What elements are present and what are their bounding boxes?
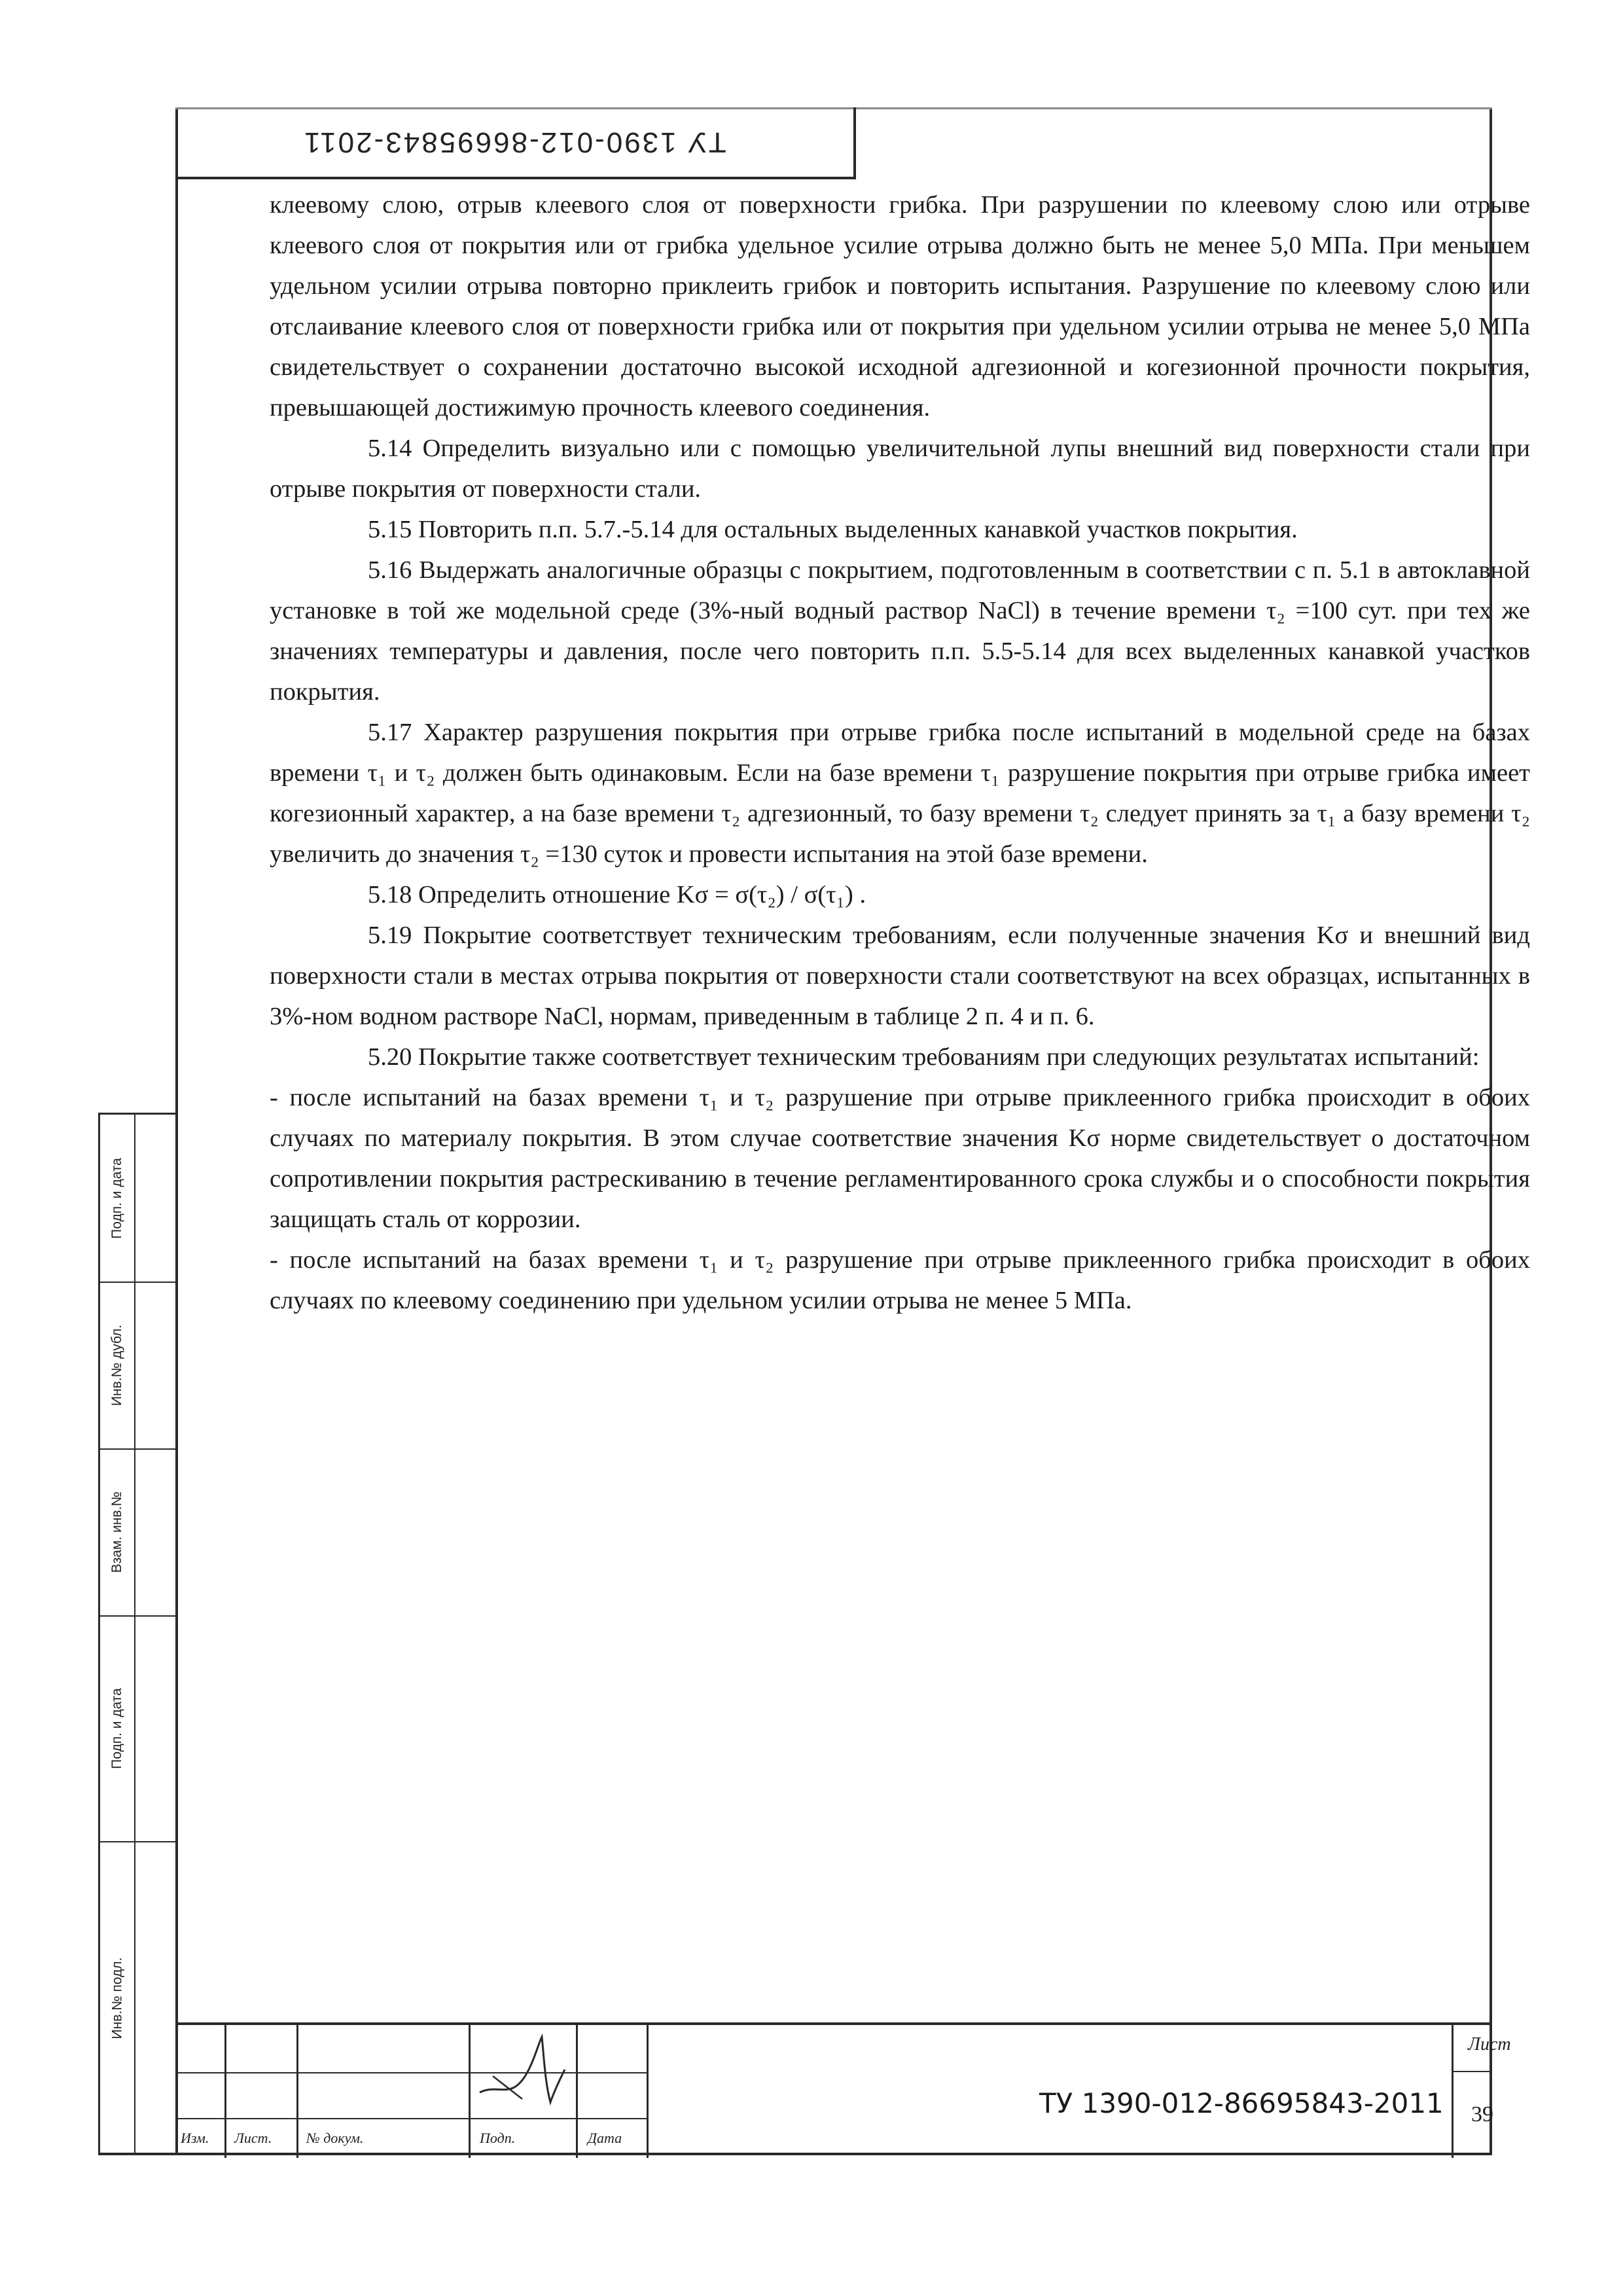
list-item-cohesive: - после испытаний на базах времени τ₁ и τ₂ разрушение при отрыве приклеенного грибка происходит в обоих случаях по материалу покрытия. В этом случае соответствие значения Kσ норме свидетельствует о достаточном сопротивлении покрытия растрескиванию в течение регламентированного срока службы и о способности покрытия защищать сталь от коррозии.	[270, 1084, 1530, 1233]
strip-label-sign-date-2: Подп. и дата	[109, 1687, 125, 1769]
tb-divider	[296, 2025, 298, 2158]
strip-label-sign-date: Подп. и дата	[109, 1157, 125, 1239]
paragraph-5-18: 5.18 Определить отношение Kσ = σ(τ₂) / σ(τ₁) .	[368, 881, 866, 908]
col-label-change: Изм.	[181, 2130, 209, 2146]
col-label-sheet: Лист.	[234, 2130, 272, 2146]
tb-divider	[1452, 2025, 1454, 2158]
paragraph-continuation: клеевому слою, отрыв клеевого слоя от поверхности грибка. При разрушении по клеевому слою или отрыве клеевого слоя от покрытия или от грибка удельное усилие отрыва должно быть не менее 5,0 МПа. При меньшем удельном усилии отрыва повторно приклеить грибок и повторить испытания. Разрушение по клеевому слою или отслаивание клеевого слоя от поверхности грибка или от покрытия при удельном усилии отрыва не менее 5,0 МПа свидетельствует о сохранении достаточно высокой исходной адгезионной и когезионной прочности покрытия, превышающей достижимую прочность клеевого соединения.	[270, 191, 1530, 422]
tb-divider	[224, 2025, 226, 2158]
strip-label-dup-inv: Инв.№ дубл.	[109, 1324, 124, 1406]
paragraph-5-17: 5.17 Характер разрушения покрытия при отрыве грибка после испытаний в модельной среде на базах времени τ₁ и τ₂ должен быть одинаковым. Если на базе времени τ₁ разрушение покрытия при отрыве грибка имеет когезионный характер, а на базе времени τ₂ адгезионный, то базу времени τ₂ следует принять за τ₁ а базу времени τ₂ увеличить до значения τ₂ =130 суток и провести испытания на этой базе времени.	[270, 719, 1530, 868]
paragraph-5-20: 5.20 Покрытие также соответствует техническим требованиям при следующих результатах испытаний:	[368, 1043, 1480, 1071]
list-item-adhesive: - после испытаний на базах времени τ₁ и τ₂ разрушение при отрыве приклеенного грибка происходит в обоих случаях по клеевому соединению при удельном усилии отрыва не менее 5 МПа.	[270, 1246, 1530, 1314]
side-stamp-strip	[98, 1113, 175, 2155]
col-label-doc-number: № докум.	[306, 2130, 364, 2146]
sheet-number: 39	[1471, 2102, 1493, 2126]
top-header-box	[175, 107, 856, 179]
tb-divider	[469, 2025, 471, 2158]
tb-divider	[647, 2025, 649, 2158]
paragraph-5-19: 5.19 Покрытие соответствует техническим требованиям, если полученные значения Kσ и внешний вид поверхности стали в местах отрыва покрытия от поверхности стали соответствуют на всех образцах, испытанных в 3%-ном водном растворе NaCl, нормам, приведенным в таблице 2 п. 4 и п. 6.	[270, 922, 1530, 1030]
strip-label-orig-inv: Инв.№ подл.	[109, 1957, 125, 2039]
col-label-date: Дата	[588, 2130, 622, 2146]
strip-label-replace-inv: Взам. инв.№	[109, 1491, 124, 1573]
tb-divider	[576, 2025, 578, 2158]
paragraph-5-15: 5.15 Повторить п.п. 5.7.-5.14 для остальных выделенных канавкой участков покрытия.	[368, 516, 1298, 543]
tb-row-line	[1452, 2071, 1492, 2072]
paragraph-5-14: 5.14 Определить визуально или с помощью увеличительной лупы внешний вид поверхности стали при отрыве покрытия от поверхности стали.	[270, 435, 1530, 503]
body-text	[270, 185, 1530, 1321]
sheet-label: Лист	[1468, 2034, 1511, 2054]
tb-row-line	[175, 2072, 647, 2073]
document-code: ТУ 1390-012-86695843-2011	[1039, 2087, 1444, 2119]
col-label-signature: Подп.	[480, 2130, 516, 2146]
signature-image	[473, 2030, 571, 2122]
mirrored-doc-code: ТУ 1390-012-86695843-2011	[302, 126, 726, 158]
paragraph-5-16: 5.16 Выдержать аналогичные образцы с покрытием, подготовленным в соответствии с п. 5.1 в автоклавной установке в той же модельной среде (3%-ный водный раствор NaCl) в течение времени τ₂ =100 сут. при тех же значениях температуры и давления, после чего повторить п.п. 5.5-5.14 для всех выделенных канавкой участков покрытия.	[270, 556, 1530, 706]
title-block	[175, 2022, 1511, 2155]
tb-row-line	[175, 2118, 647, 2119]
